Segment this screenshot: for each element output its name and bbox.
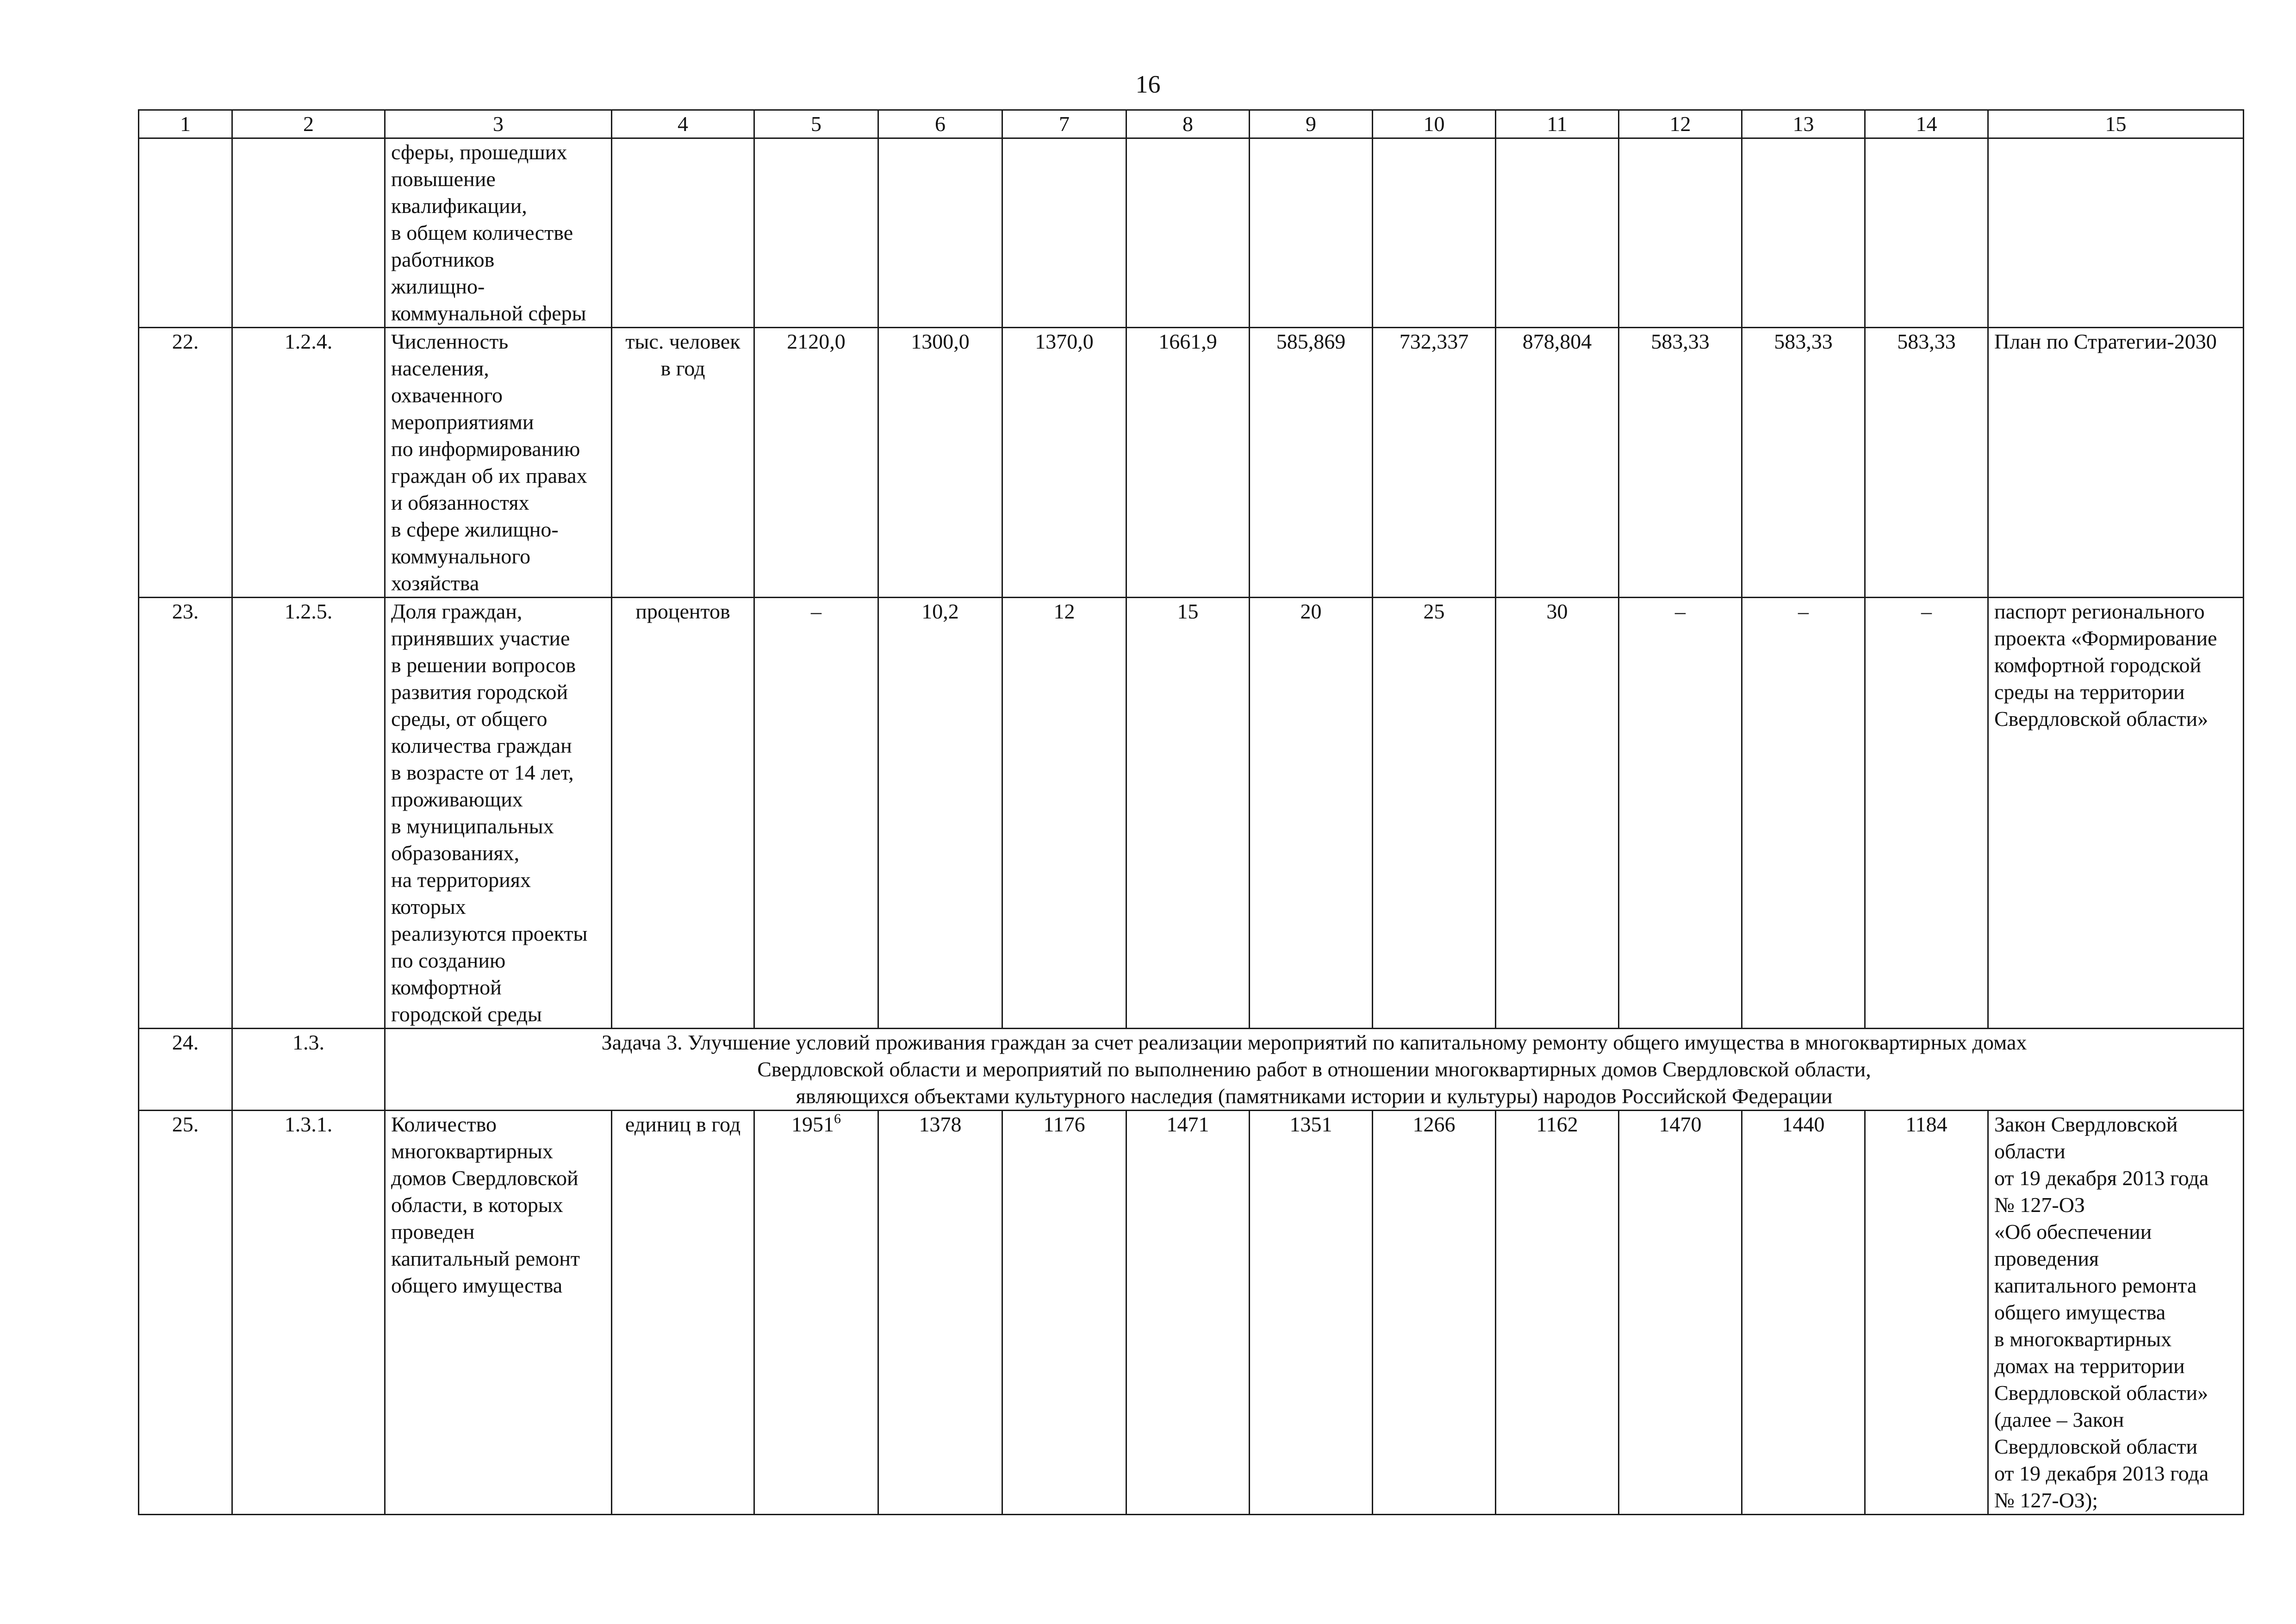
column-number: 8 [1126, 110, 1250, 138]
unit: тыс. человек в год [612, 328, 754, 598]
value-cell: 1471 [1126, 1111, 1250, 1515]
column-number: 5 [754, 110, 878, 138]
column-number: 1 [139, 110, 232, 138]
row-number-cell [139, 138, 232, 328]
value-cell: 30 [1496, 598, 1619, 1029]
footnote-marker: 6 [834, 1111, 841, 1126]
value-cell: 1351 [1250, 1111, 1373, 1515]
value-cell [1496, 138, 1619, 328]
value-cell: 1440 [1742, 1111, 1865, 1515]
indicator-name: Доля граждан, принявших участие в решении вопросов развития городской среды, от общего количества граждан в возрасте от 14 лет, проживающих в муниципальных образованиях, на территориях которых реализуются проекты по созданию комфортной городской среды [385, 598, 612, 1029]
value-cell: 25 [1373, 598, 1496, 1029]
value-cell: 1300,0 [878, 328, 1002, 598]
column-number: 7 [1002, 110, 1126, 138]
column-number-row [139, 110, 2244, 138]
row-number: 22. [139, 328, 232, 598]
indicator-code: 1.3. [232, 1029, 385, 1111]
table-row-continuation [139, 138, 2244, 328]
row-number: 25. [139, 1111, 232, 1515]
value-cell: 583,33 [1865, 328, 1988, 598]
value-cell: 1184 [1865, 1111, 1988, 1515]
column-number: 11 [1496, 110, 1619, 138]
value-cell: – [754, 598, 878, 1029]
value-cell [1373, 138, 1496, 328]
value-cell: 20 [1250, 598, 1373, 1029]
table-row-22 [139, 328, 2244, 598]
value-cell [1250, 138, 1373, 328]
value-cell: – [1742, 598, 1865, 1029]
value-cell: 12 [1002, 598, 1126, 1029]
value-cell [1742, 138, 1865, 328]
row-number: 23. [139, 598, 232, 1029]
value-cell: 1661,9 [1126, 328, 1250, 598]
unit-cell [612, 138, 754, 328]
code-cell [232, 138, 385, 328]
value-cell [878, 138, 1002, 328]
task-heading: Задача 3. Улучшение условий проживания граждан за счет реализации мероприятий по капитальному ремонту общего имущества в многоквартирных домах Свердловской области и мероприятий по выполнению работ в отношении многоквартирных домов Свердловской области, являющихся объектами культурного наследия (памятниками истории и культуры) народов Российской Федерации [385, 1029, 2244, 1111]
page-number: 16 [1135, 70, 1161, 98]
row-number: 24. [139, 1029, 232, 1111]
indicator-name: Численность населения, охваченного мероприятиями по информированию граждан об их правах и обязанностях в сфере жилищно- коммунального хозяйства [385, 328, 612, 598]
unit: процентов [612, 598, 754, 1029]
value-cell: 585,869 [1250, 328, 1373, 598]
column-number: 13 [1742, 110, 1865, 138]
table-row-23 [139, 598, 2244, 1029]
value-cell: 1370,0 [1002, 328, 1126, 598]
indicator-code: 1.3.1. [232, 1111, 385, 1515]
source-cell [1988, 138, 2244, 328]
column-number: 14 [1865, 110, 1988, 138]
value: 1951 [791, 1112, 834, 1136]
column-number: 15 [1988, 110, 2244, 138]
column-number: 12 [1619, 110, 1742, 138]
column-number: 9 [1250, 110, 1373, 138]
value-cell: – [1865, 598, 1988, 1029]
indicator-name: сферы, прошедших повышение квалификации, в общем количестве работников жилищно- коммунальной сферы [385, 138, 612, 328]
value-cell-with-footnote [754, 1111, 878, 1515]
value-cell: 1266 [1373, 1111, 1496, 1515]
indicator-code: 1.2.5. [232, 598, 385, 1029]
table-row-25 [139, 1111, 2244, 1515]
column-number: 6 [878, 110, 1002, 138]
column-number: 4 [612, 110, 754, 138]
value-cell [1865, 138, 1988, 328]
value-cell [1126, 138, 1250, 328]
value-cell: 15 [1126, 598, 1250, 1029]
value-cell: 10,2 [878, 598, 1002, 1029]
value-cell: 583,33 [1619, 328, 1742, 598]
source: План по Стратегии-2030 [1988, 328, 2244, 598]
indicators-table [138, 109, 2244, 1515]
value-cell: 732,337 [1373, 328, 1496, 598]
value-cell: – [1619, 598, 1742, 1029]
indicator-name: Количество многоквартирных домов Свердловской области, в которых проведен капитальный ремонт общего имущества [385, 1111, 612, 1515]
unit: единиц в год [612, 1111, 754, 1515]
value-cell: 1470 [1619, 1111, 1742, 1515]
source: Закон Свердловской области от 19 декабря 2013 года № 127-ОЗ «Об обеспечении проведения капитального ремонта общего имущества в многоквартирных домах на территории Свердловской области» (далее – Закон Свердловской области от 19 декабря 2013 года № 127-ОЗ); [1988, 1111, 2244, 1515]
value-cell [754, 138, 878, 328]
value-cell: 1176 [1002, 1111, 1126, 1515]
table-row-24-task [139, 1029, 2244, 1111]
column-number: 2 [232, 110, 385, 138]
column-number: 3 [385, 110, 612, 138]
value-cell: 878,804 [1496, 328, 1619, 598]
column-number: 10 [1373, 110, 1496, 138]
value-cell: 1162 [1496, 1111, 1619, 1515]
source: паспорт регионального проекта «Формирование комфортной городской среды на территории Свердловской области» [1988, 598, 2244, 1029]
value-cell [1002, 138, 1126, 328]
value-cell [1619, 138, 1742, 328]
value-cell: 1378 [878, 1111, 1002, 1515]
value-cell: 2120,0 [754, 328, 878, 598]
value-cell: 583,33 [1742, 328, 1865, 598]
indicator-code: 1.2.4. [232, 328, 385, 598]
